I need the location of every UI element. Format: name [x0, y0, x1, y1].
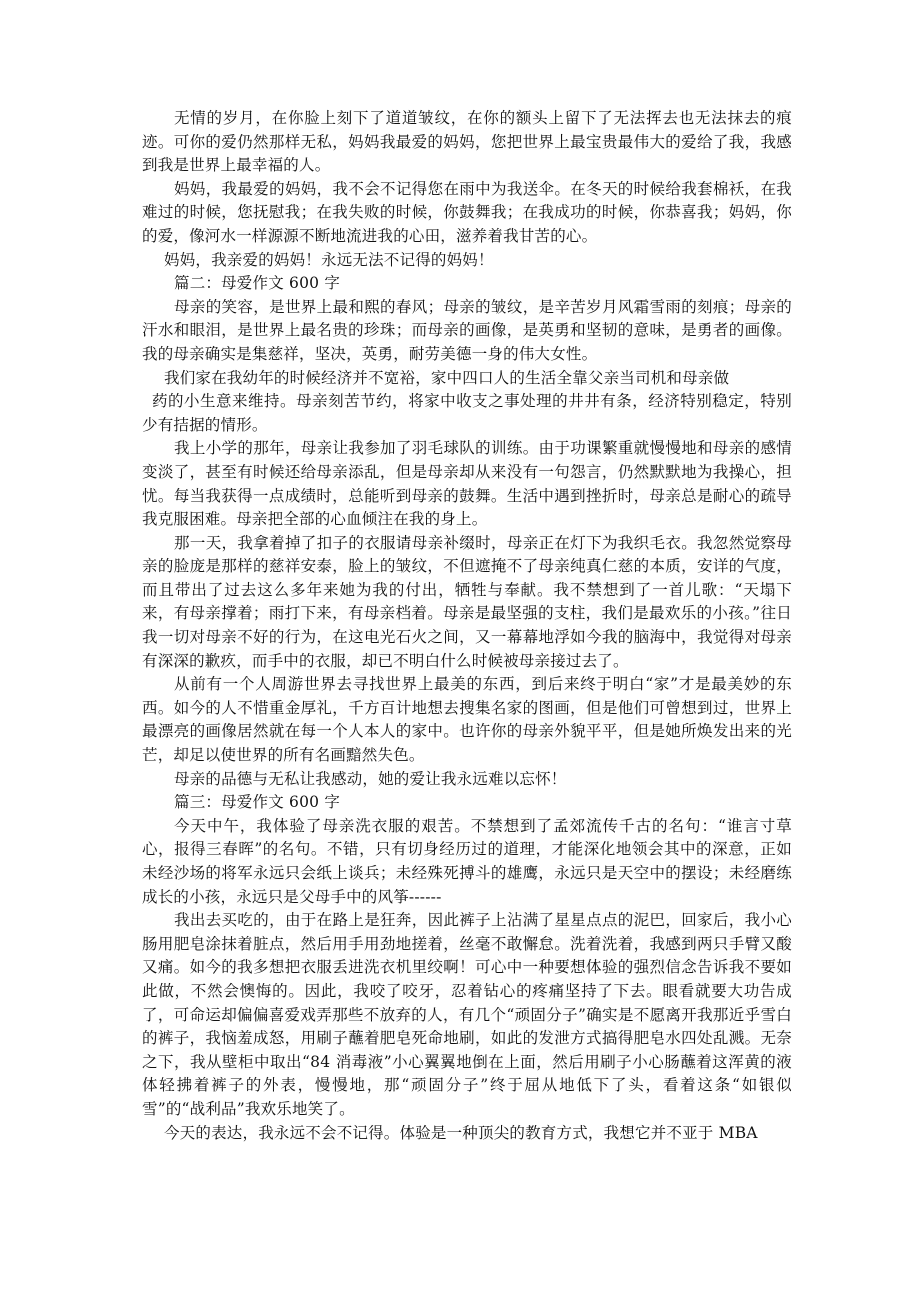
- paragraph-9: 母亲的品德与无私让我感动，她的爱让我永远难以忘怀！: [174, 769, 567, 788]
- paragraph-8: 从前有一个人周游世界去寻找世界上最美的东西，到后来终于明白“家”才是最美妙的东西。如今的人不惜重金厚礼，千方百计地想去搜集名家的图画，但是他们可曾想到过，世界上最漂亮的画像居然就在每一个人本人的家中。也许你的母亲外貌平平，但是她所焕发出来的光芒，却足以使世界的所有名画黯然失色。: [142, 675, 792, 765]
- paragraph-1: 无情的岁月，在你脸上刻下了道道皱纹，在你的额头上留下了无法挥去也无法抹去的痕迹。可你的爱仍然那样无私，妈妈我最爱的妈妈，您把世界上最宝贵最伟大的爱给了我，我感到我是世界上最幸福的人。: [142, 109, 792, 175]
- paragraph-4: 母亲的笑容，是世界上最和熙的春风；母亲的皱纹，是辛苦岁月风霜雪雨的刻痕；母亲的汗水和眼泪，是世界上最名贵的珍珠；而母亲的画像，是英勇和坚韧的意味，是勇者的画像。我的母亲确实是集慈祥，坚决，英勇，耐劳美德一身的伟大女性。: [142, 297, 792, 363]
- document-body: [142, 107, 792, 1145]
- section-heading-2: 篇二：母爱作文 600 字: [174, 274, 341, 293]
- paragraph-6: 我上小学的那年，母亲让我参加了羽毛球队的训练。由于功课繁重就慢慢地和母亲的感情变淡了，甚至有时候还给母亲添乱，但是母亲却从来没有一句怨言，仍然默默地为我操心，担忧。每当我获得一点成绩时，总能听到母亲的鼓舞。生活中遇到挫折时，母亲总是耐心的疏导我克服困难。母亲把全部的心血倾注在我的身上。: [142, 439, 792, 529]
- section-heading-3: 篇三：母爱作文 600 字: [174, 793, 341, 812]
- paragraph-11: 我出去买吃的，由于在路上是狂奔，因此裤子上沾满了星星点点的泥巴，回家后，我小心肠用肥皂涂抹着脏点，然后用手用劲地搓着，丝毫不敢懈怠。洗着洗着，我感到两只手臂又酸又痛。如今的我多想把衣服丢进洗衣机里绞啊！可心中一种要想体验的强烈信念告诉我不要如此做，不然会懊悔的。因此，我咬了咬牙，忍着钻心的疼痛坚持了下去。眼看就要大功告成了，可命运却偏偏喜爱戏弄那些不放弃的人，有几个“顽固分子”确实是不愿离开我那近乎雪白的裤子，我恼羞成怒，用刷子蘸着肥皂死命地刷，如此的发泄方式搞得肥皂水四处乱溅。无奈之下，我从壁柜中取出“84 消毒液”小心翼翼地倒在上面，然后用刷子小心肠蘸着这浑黄的液体轻拂着裤子的外表，慢慢地，那“顽固分子”终于屈从地低下了头，看着这条“如银似雪”的“战利品”我欢乐地笑了。: [142, 911, 792, 1118]
- paragraph-3: 妈妈，我亲爱的妈妈！永远无法不记得的妈妈！: [164, 250, 494, 269]
- paragraph-10: 今天中午，我体验了母亲洗衣服的艰苦。不禁想到了孟郊流传千古的名句：“谁言寸草心，报得三春晖”的名句。不错，只有切身经历过的道理，才能深化地领会其中的深意，正如未经沙场的将军永远只会纸上谈兵；未经殊死搏斗的雄鹰，永远只是天空中的摆设；未经磨练成长的小孩，永远只是父母手中的风筝------: [142, 816, 792, 906]
- paragraph-5-continued: 药的小生意来维持。母亲刻苦节约，将家中收支之事处理的井井有条，经济特别稳定，特别少有拮据的情形。: [142, 392, 792, 434]
- paragraph-7: 那一天，我拿着掉了扣子的衣服请母亲补缀时，母亲正在灯下为我织毛衣。我忽然觉察母亲的脸庞是那样的慈祥安泰，脸上的皱纹，不但遮掩不了母亲纯真仁慈的本质，安详的气度，而且带出了过去这么多年来她为我的付出，牺牲与奉献。我不禁想到了一首儿歌：“天塌下来，有母亲撑着；雨打下来，有母亲档着。母亲是最坚强的支柱，我们是最欢乐的小孩。”往日我一切对母亲不好的行为，在这电光石火之间，又一幕幕地浮如今我的脑海中，我觉得对母亲有深深的歉疚，而手中的衣服，却已不明白什么时候被母亲接过去了。: [142, 533, 792, 670]
- paragraph-5-line-1: 我们家在我幼年的时候经济并不宽裕，家中四口人的生活全靠父亲当司机和母亲做: [164, 368, 730, 387]
- paragraph-2: 妈妈，我最爱的妈妈，我不会不记得您在雨中为我送伞。在冬天的时候给我套棉袄，在我难过的时候，您抚慰我；在我失败的时候，你鼓舞我；在我成功的时候，你恭喜我；妈妈，你的爱，像河水一样源源不断地流进我的心田，滋养着我甘苦的心。: [142, 179, 792, 245]
- paragraph-12: 今天的表达，我永远不会不记得。体验是一种顶尖的教育方式，我想它并不亚于 MBA: [164, 1123, 758, 1142]
